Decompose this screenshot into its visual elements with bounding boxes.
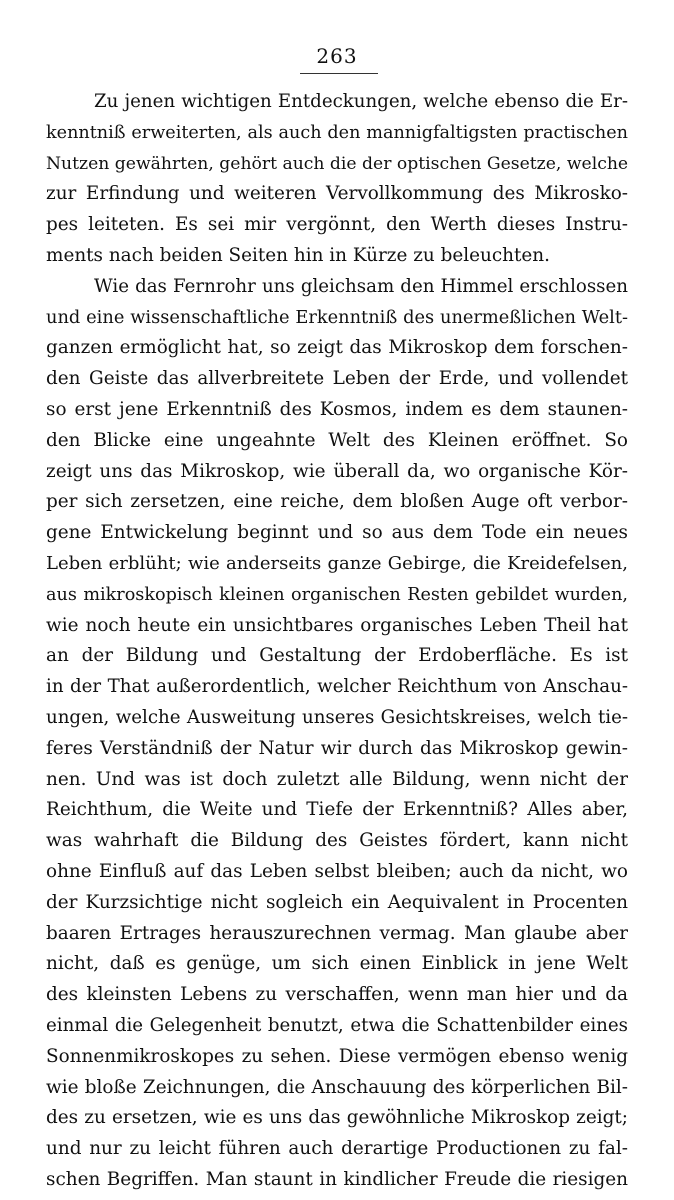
paragraph-2-line: gene Entwickelung beginnt und so aus dem Tode ein neues (46, 522, 628, 544)
paragraph-2-line: Leben erblüht; wie anderseits ganze Gebirge, die Kreidefelsen, (46, 552, 628, 574)
paragraph-2-line: den Geiste das allverbreitete Leben der Erde, und vollendet (46, 368, 628, 390)
page-body (46, 87, 628, 1196)
paragraph-2-line: nicht, daß es genüge, um sich einen Einblick in jene Welt (46, 953, 628, 975)
paragraph-2-line: Sonnenmikroskopes zu sehen. Diese vermögen ebenso wenig (46, 1045, 628, 1067)
header-rule (300, 73, 378, 74)
paragraph-2-line: wie noch heute ein unsichtbares organisches Leben Theil hat (46, 614, 628, 636)
paragraph-2-line: was wahrhaft die Bildung des Geistes fördert, kann nicht (46, 830, 628, 852)
paragraph-2-line: den Blicke eine ungeahnte Welt des Kleinen eröffnet. So (46, 429, 628, 451)
paragraph-2-line: nen. Und was ist doch zuletzt alle Bildung, wenn nicht der (46, 768, 628, 790)
paragraph-2-line: Reichthum, die Weite und Tiefe der Erkenntniß? Alles aber, (46, 799, 628, 821)
paragraph-2-line: so erst jene Erkenntniß des Kosmos, indem es dem staunen- (46, 398, 628, 420)
paragraph-2-line: und nur zu leicht führen auch derartige Productionen zu fal- (46, 1138, 628, 1160)
paragraph-2-line: in der That außerordentlich, welcher Reichthum von Anschau- (46, 676, 628, 698)
paragraph-1-line: ments nach beiden Seiten hin in Kürze zu beleuchten. (46, 244, 550, 266)
paragraph-2-line: zeigt uns das Mikroskop, wie überall da, wo organische Kör- (46, 460, 628, 482)
paragraph-2-line: wie bloße Zeichnungen, die Anschauung des körperlichen Bil- (46, 1076, 628, 1098)
paragraph-2-line: feres Verständniß der Natur wir durch das Mikroskop gewin- (46, 737, 628, 759)
paragraph-1-line: pes leiteten. Es sei mir vergönnt, den Werth dieses Instru- (46, 214, 628, 236)
paragraph-2-line: an der Bildung und Gestaltung der Erdoberfläche. Es ist (46, 645, 628, 667)
paragraph-1-line: zur Erfindung und weiteren Vervollkommung des Mikrosko- (46, 183, 628, 205)
paragraph-1-line: kenntniß erweiterten, als auch den mannigfaltigsten practischen (46, 122, 628, 143)
paragraph-2-line: aus mikroskopisch kleinen organischen Resten gebildet wurden, (46, 584, 628, 605)
paragraph-2-line: Wie das Fernrohr uns gleichsam den Himmel erschlossen (94, 275, 628, 297)
paragraph-2-line: der Kurzsichtige nicht sogleich ein Aequivalent in Procenten (46, 891, 628, 913)
page-number: 263 (316, 44, 358, 68)
paragraph-2-line: ohne Einfluß auf das Leben selbst bleiben; auch da nicht, wo (46, 860, 628, 882)
paragraph-2-line: und eine wissenschaftliche Erkenntniß des unermeßlichen Welt- (46, 306, 628, 328)
paragraph-2-line: schen Begriffen. Man staunt in kindlicher Freude die riesigen (46, 1168, 628, 1190)
paragraph-2-line: einmal die Gelegenheit benutzt, etwa die Schattenbilder eines (46, 1014, 628, 1036)
paragraph-1-line: Nutzen gewährten, gehört auch die der optischen Gesetze, welche (46, 153, 628, 174)
paragraph-2-line: ungen, welche Ausweitung unseres Gesichtskreises, welch tie- (46, 706, 628, 728)
paragraph-2-line: ganzen ermöglicht hat, so zeigt das Mikroskop dem forschen- (46, 337, 628, 359)
paragraph-2-line: baaren Ertrages herauszurechnen vermag. Man glaube aber (46, 922, 628, 944)
paragraph-2-line: per sich zersetzen, eine reiche, dem bloßen Auge oft verbor- (46, 491, 628, 513)
paragraph-1-line: Zu jenen wichtigen Entdeckungen, welche ebenso die Er- (94, 91, 628, 112)
paragraph-2-line: des zu ersetzen, wie es uns das gewöhnliche Mikroskop zeigt; (46, 1107, 628, 1129)
paragraph-2-line: des kleinsten Lebens zu verschaffen, wenn man hier und da (46, 984, 628, 1006)
